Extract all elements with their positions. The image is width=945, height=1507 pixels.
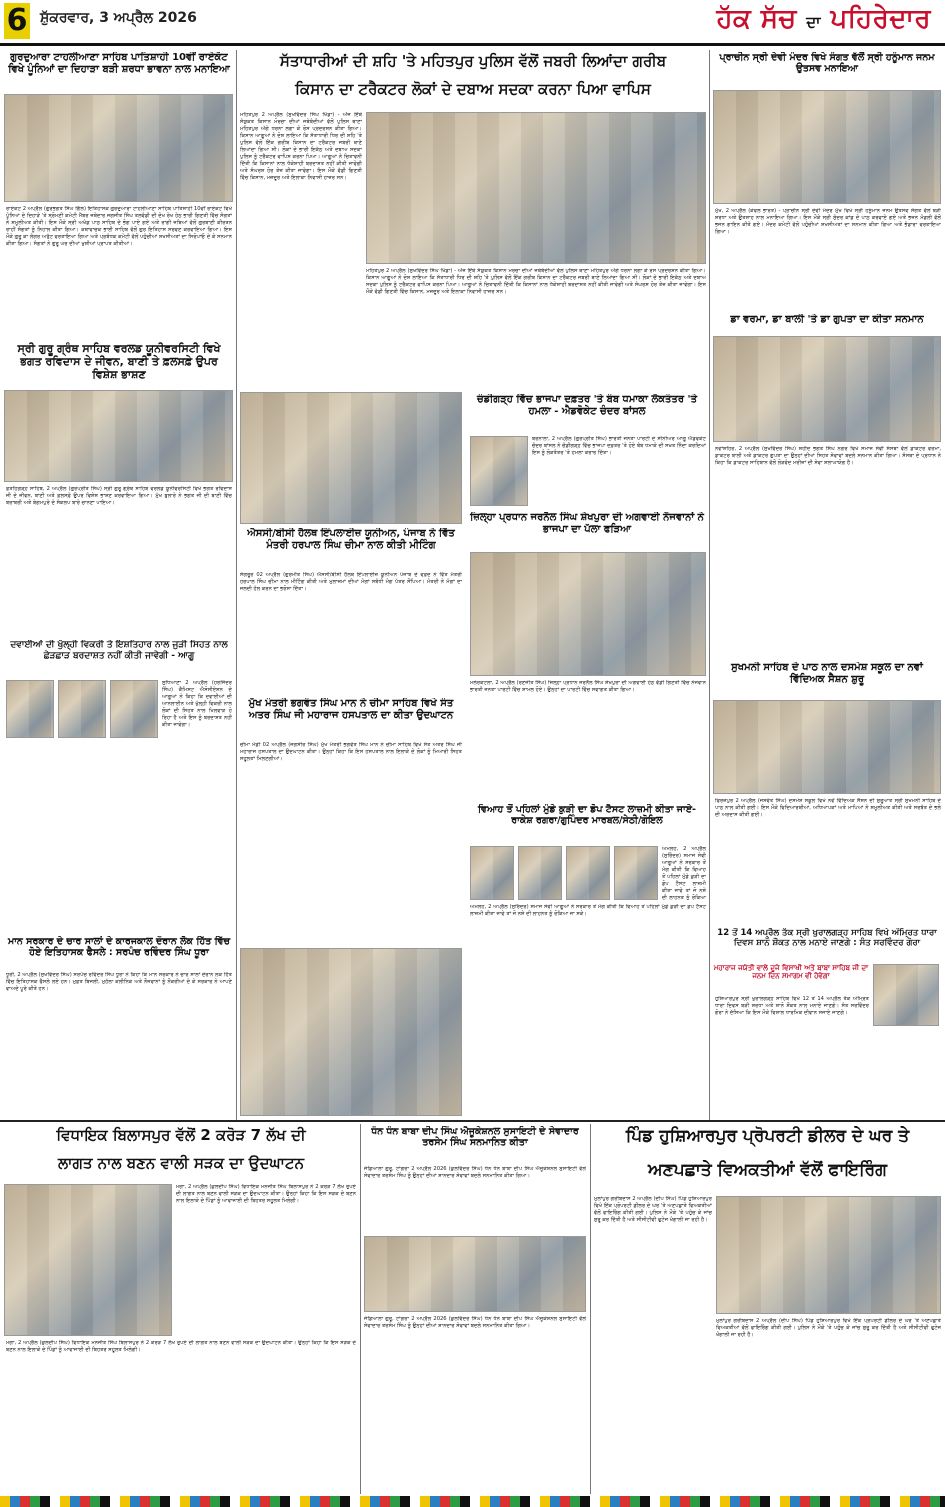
column-divider	[360, 1124, 361, 1494]
headline-line2: ਕਿਸਾਨ ਦਾ ਟਰੈਕਟਰ ਲੋਕਾਂ ਦੇ ਦਬਾਅ ਸਦਕਾ ਕਰਨਾ ਪਿਆ ਵਾਪਿਸ	[295, 80, 651, 98]
headline-line1: ਸੱਤਾਧਾਰੀਆਂ ਦੀ ਸ਼ਹਿ 'ਤੇ ਮਹਿਤਪੁਰ ਪੁਲਿਸ ਵੱਲੋਂ ਜਬਰੀ ਲਿਆਂਦਾ ਗਰੀਬ	[279, 52, 667, 70]
article-body: ਨਵਾਂਸ਼ਹਿਰ, 2 ਅਪ੍ਰੈਲ (ਸੁਖਵਿੰਦਰ ਸਿੰਘ) ਸ਼ਹੀਦ ਭਗਤ ਸਿੰਘ ਨਗਰ ਵਿਖੇ ਸਮਾਜ ਸੇਵੀ ਸੰਸਥਾ ਵੱਲੋਂ ਡਾਕਟਰ ਵਰਮਾ, ਡਾਕਟਰ ਬਾਲੀ ਅਤੇ ਡਾਕਟਰ ਗੁਪਤਾ ਦਾ ਉਨ੍ਹਾਂ ਦੀਆਂ ਸਿਹਤ ਸੇਵਾਵਾਂ ਬਦਲੇ ਸਨਮਾਨ ਕੀਤਾ ਗਿਆ। ਸੰਸਥਾ ਦੇ ਪ੍ਰਧਾਨ ਨੇ ਕਿਹਾ ਕਿ ਡਾਕਟਰ ਸਾਹਿਬਾਨ ਵੱਲੋਂ ਲੋੜਵੰਦ ਮਰੀਜ਼ਾਂ ਦੀ ਸੇਵਾ ਸ਼ਲਾਘਾਯੋਗ ਹੈ।	[715, 446, 941, 466]
article-photo	[713, 90, 941, 204]
article-body: ਫ਼ਤਹਿਗੜ੍ਹ ਸਾਹਿਬ, 2 ਅਪ੍ਰੈਲ (ਗੁਰਪ੍ਰੀਤ ਸਿੰਘ) ਸ੍ਰੀ ਗੁਰੂ ਗ੍ਰੰਥ ਸਾਹਿਬ ਵਰਲਡ ਯੂਨੀਵਰਸਿਟੀ ਵਿਖੇ ਭਗਤ ਰਵਿਦਾਸ ਜੀ ਦੇ ਜੀਵਨ, ਬਾਣੀ ਅਤੇ ਫ਼ਲਸਫ਼ੇ ਉਪਰ ਵਿਸ਼ੇਸ਼ ਭਾਸ਼ਣ ਕਰਵਾਇਆ ਗਿਆ। ਮੁੱਖ ਬੁਲਾਰੇ ਨੇ ਭਗਤ ਜੀ ਦੀ ਬਾਣੀ ਵਿੱਚ ਬਰਾਬਰੀ ਅਤੇ ਬੇਗਮਪੁਰੇ ਦੇ ਸੰਕਲਪ ਬਾਰੇ ਚਾਨਣਾ ਪਾਇਆ।	[6, 486, 232, 506]
article-photo	[4, 390, 233, 482]
headline: ਡਾ ਵਰਮਾ, ਡਾ ਬਾਲੀ 'ਤੇ ਡਾ ਗੁਪਤਾ ਦਾ ਕੀਤਾ ਸਨਮਾਨ	[730, 314, 924, 325]
article-photo	[364, 1236, 586, 1312]
headline: 12 ਤੋਂ 14 ਅਪ੍ਰੈਲ ਤੱਕ ਸ੍ਰੀ ਖੁਰਾਲਗੜ੍ਹ ਸਾਹਿਬ ਵਿਖੇ ਅੰਮ੍ਰਿਤ ਧਾਰਾ ਦਿਵਸ ਸ਼ਾਨੋ ਸ਼ੌਕਤ ਨਾਲ ਮਨਾਏ ਜਾਣਗੇ : ਸੰਤ ਸਰਵਿੰਦਰ ਗੋਰਾ	[717, 928, 937, 949]
article-photo	[4, 1184, 172, 1336]
masthead-rule	[0, 43, 945, 46]
headline: ਧੰਨ ਧੰਨ ਬਾਬਾ ਦੀਪ ਸਿੰਘ ਐਜੂਕੇਸ਼ਨਲ ਸੁਸਾਇਟੀ ਦੇ ਸੇਵਾਦਾਰ ਤਰਸੇਮ ਸਿੰਘ ਸਨਮਾਨਿਤ ਕੀਤਾ	[371, 1126, 579, 1149]
article-photo	[240, 948, 462, 1116]
headline: ਮੁੱਖ ਮੰਤਰੀ ਭਗਵੰਤ ਸਿੰਘ ਮਾਨ ਨੇ ਚੀਮਾ ਸਾਹਿਬ ਵਿਖੇ ਸੰਤ ਅਤਰ ਸਿੰਘ ਜੀ ਮਹਾਰਾਜ ਹਸਪਤਾਲ ਦਾ ਕੀਤਾ ਉਦਘਾਟਨ	[248, 698, 454, 721]
article-body-continued: ਮੁਲਾਂਪੁਰ ਗਰੀਬਦਾਸ 2 ਅਪ੍ਰੈਲ (ਦੀਪ ਸਿੰਘ) ਪਿੰਡ ਹੁਸ਼ਿਆਰਪੁਰ ਵਿਖੇ ਇੱਕ ਪ੍ਰੋਪਰਟੀ ਡੀਲਰ ਦੇ ਘਰ 'ਤੇ ਅਣਪਛਾਤੇ ਵਿਅਕਤੀਆਂ ਵੱਲੋਂ ਫਾਇਰਿੰਗ ਕੀਤੀ ਗਈ। ਪੁਲਿਸ ਨੇ ਮੌਕੇ 'ਤੇ ਪਹੁੰਚ ਕੇ ਜਾਂਚ ਸ਼ੁਰੂ ਕਰ ਦਿੱਤੀ ਹੈ ਅਤੇ ਸੀਸੀਟੀਵੀ ਫੁਟੇਜ ਖੰਗਾਲੀ ਜਾ ਰਹੀ ਹੈ।	[716, 1318, 941, 1338]
article-body: ਅਮਲੋਹ, 2 ਅਪ੍ਰੈਲ (ਸੁਰਿੰਦਰ) ਸਮਾਜ ਸੇਵੀ ਆਗੂਆਂ ਨੇ ਸਰਕਾਰ ਤੋਂ ਮੰਗ ਕੀਤੀ ਕਿ ਵਿਆਹ ਤੋਂ ਪਹਿਲਾਂ ਮੁੰਡੇ ਕੁੜੀ ਦਾ ਡੋਪ ਟੈਸਟ ਲਾਜ਼ਮੀ ਕੀਤਾ ਜਾਵੇ ਤਾਂ ਜੋ ਨਸ਼ੇ ਦੀ ਲਾਹਨਤ ਨੂੰ ਰੋਕਿਆ	[662, 846, 706, 900]
newspaper-logo	[717, 4, 931, 35]
headline: ਪ੍ਰਾਚੀਨ ਸ੍ਰੀ ਦੇਵੀ ਮੰਦਰ ਵਿਖੇ ਸੰਗਤ ਵੱਲੋਂ ਸ੍ਰੀ ਹਨੂੰਮਾਨ ਜਨਮ ਉਤਸਵ ਮਨਾਇਆ	[719, 52, 935, 75]
column-divider	[590, 1124, 591, 1494]
headline-line1: ਪਿੰਡ ਹੁਸ਼ਿਆਰਪੁਰ ਪ੍ਰੋਪਰਟੀ ਡੀਲਰ ਦੇ ਘਰ ਤੇ	[625, 1126, 910, 1146]
article-photo	[713, 700, 941, 794]
headline: ਮਾਨ ਸਰਕਾਰ ਦੇ ਚਾਰ ਸਾਲਾਂ ਦੇ ਕਾਰਜਕਾਲ ਦੌਰਾਨ ਲੋਕ ਹਿੱਤ ਵਿੱਚ ਹੋਏ ਇਤਿਹਾਸਕ ਫੈਸਲੇ : ਸਰਪੰਚ ਰਵਿੰਦਰ ਸਿੰਘ ਧੂਰਾ	[7, 936, 231, 959]
article-body: ਹੁਸ਼ਿਆਰਪੁਰ ਸ੍ਰੀ ਖੁਰਾਲਗੜ੍ਹ ਸਾਹਿਬ ਵਿਖੇ 12 ਤੋਂ 14 ਅਪ੍ਰੈਲ ਤੱਕ ਅੰਮ੍ਰਿਤ ਧਾਰਾ ਦਿਵਸ ਬੜੀ ਸ਼ਰਧਾ ਅਤੇ ਸ਼ਾਨੋ ਸ਼ੌਕਤ ਨਾਲ ਮਨਾਏ ਜਾਣਗੇ। ਸੰਤ ਸਰਵਿੰਦਰ ਗੋਰਾ ਨੇ ਦੱਸਿਆ ਕਿ ਇਸ ਮੌਕੇ ਵਿਸ਼ਾਲ ਧਾਰਮਿਕ ਦੀਵਾਨ ਸਜਾਏ ਜਾਣਗੇ।	[715, 996, 869, 1016]
article-body-continued: ਮੋਗਾ, 2 ਅਪ੍ਰੈਲ (ਕੁਲਦੀਪ ਸਿੰਘ) ਵਿਧਾਇਕ ਮਨਜੀਤ ਸਿੰਘ ਬਿਲਾਸਪੁਰ ਨੇ 2 ਕਰੋੜ 7 ਲੱਖ ਰੁਪਏ ਦੀ ਲਾਗਤ ਨਾਲ ਬਣਨ ਵਾਲੀ ਸੜਕ ਦਾ ਉਦਘਾਟਨ ਕੀਤਾ। ਉਨ੍ਹਾਂ ਕਿਹਾ ਕਿ ਇਸ ਸੜਕ ਦੇ ਬਣਨ ਨਾਲ ਇਲਾਕੇ ਦੇ ਪਿੰਡਾਂ ਨੂੰ ਆਵਾਜਾਈ ਦੀ ਬਿਹਤਰ ਸਹੂਲਤ ਮਿਲੇਗੀ।	[6, 1340, 356, 1353]
article-body: ਲੁਧਿਆਣਾ 2 ਅਪ੍ਰੈਲ (ਹਰਜਿੰਦਰ ਸਿੰਘ) ਕੈਮਿਸਟ ਐਸੋਸੀਏਸ਼ਨ ਦੇ ਆਗੂਆਂ ਨੇ ਕਿਹਾ ਕਿ ਦਵਾਈਆਂ ਦੀ ਆਨਲਾਈਨ ਅਤੇ ਖੁੱਲ੍ਹੀ ਵਿਕਰੀ ਨਾਲ ਲੋਕਾਂ ਦੀ ਸਿਹਤ ਨਾਲ ਖਿਲਵਾੜ ਹੋ ਰਿਹਾ ਹੈ ਅਤੇ ਇਸ ਨੂੰ ਬਰਦਾਸ਼ਤ ਨਹੀਂ ਕੀਤਾ ਜਾਵੇਗਾ।	[162, 680, 232, 728]
article-photo	[4, 94, 233, 202]
article-body: ਜੰਡਿਆਲਾ ਗੁਰੂ, ਟਾਂਗਰਾ 2 ਅਪ੍ਰੈਲ 2026 (ਕੁਲਵਿੰਦਰ ਸਿੰਘ) ਧੰਨ ਧੰਨ ਬਾਬਾ ਦੀਪ ਸਿੰਘ ਐਜੂਕੇਸ਼ਨਲ ਸੁਸਾਇਟੀ ਵੱਲੋਂ ਸੇਵਾਦਾਰ ਤਰਸੇਮ ਸਿੰਘ ਨੂੰ ਉਨ੍ਹਾਂ ਦੀਆਂ ਸ਼ਾਨਦਾਰ ਸੇਵਾਵਾਂ ਬਦਲੇ ਸਨਮਾਨਿਤ ਕੀਤਾ ਗਿਆ।	[364, 1166, 586, 1179]
headline: ਐਸਸੀ/ਬੀਸੀ ਹੈਲਥ ਇੰਪਲਾਈਜ਼ ਯੂਨੀਅਨ, ਪੰਜਾਬ ਨੇ ਵਿੱਤ ਮੰਤਰੀ ਹਰਪਾਲ ਸਿੰਘ ਚੀਮਾ ਨਾਲ ਕੀਤੀ ਮੀਟਿੰਗ	[247, 528, 455, 551]
headline-line2: ਅਣਪਛਾਤੇ ਵਿਅਕਤੀਆਂ ਵੱਲੋਂ ਫਾਇਰਿੰਗ	[648, 1160, 887, 1180]
issue-date: ਸ਼ੁੱਕਰਵਾਰ, 3 ਅਪ੍ਰੈਲ 2026	[40, 10, 197, 26]
article-body-continued: ਮਹਿਤਪੁਰ 2 ਅਪ੍ਰੈਲ (ਸੁਖਵਿੰਦਰ ਸਿੰਘ ਖਿੰਡਾ) - ਅੱਜ ਇੱਥੇ ਸੰਯੁਕਤ ਕਿਸਾਨ ਮੋਰਚਾ ਦੀਆਂ ਜਥੇਬੰਦੀਆਂ ਵੱਲੋਂ ਪੁਲਿਸ ਥਾਣਾ ਮਹਿਤਪੁਰ ਅੱਗੇ ਧਰਨਾ ਲਗਾ ਕੇ ਰੋਸ ਪ੍ਰਦਰਸ਼ਨ ਕੀਤਾ ਗਿਆ। ਕਿਸਾਨ ਆਗੂਆਂ ਨੇ ਦੋਸ਼ ਲਾਇਆ ਕਿ ਸੱਤਾਧਾਰੀ ਧਿਰ ਦੀ ਸ਼ਹਿ 'ਤੇ ਪੁਲਿਸ ਵੱਲੋਂ ਇੱਕ ਗਰੀਬ ਕਿਸਾਨ ਦਾ ਟਰੈਕਟਰ ਜਬਰੀ ਥਾਣੇ ਲਿਆਂਦਾ ਗਿਆ ਸੀ। ਲੋਕਾਂ ਦੇ ਭਾਰੀ ਇਕੱਠ ਅਤੇ ਦਬਾਅ ਸਦਕਾ ਪੁਲਿਸ ਨੂੰ ਟਰੈਕਟਰ ਵਾਪਿਸ ਕਰਨਾ ਪਿਆ। ਆਗੂਆਂ ਨੇ ਚਿਤਾਵਨੀ ਦਿੱਤੀ ਕਿ ਕਿਸਾਨਾਂ ਨਾਲ ਧੱਕੇਸ਼ਾਹੀ ਬਰਦਾਸ਼ਤ ਨਹੀਂ ਕੀਤੀ ਜਾਵੇਗੀ ਅਤੇ ਸੰਘਰਸ਼ ਹੋਰ ਤੇਜ਼ ਕੀਤਾ ਜਾਵੇਗਾ। ਇਸ ਮੌਕੇ ਵੱਡੀ ਗਿਣਤੀ ਵਿੱਚ ਕਿਸਾਨ, ਮਜ਼ਦੂਰ ਅਤੇ ਇਲਾਕਾ ਨਿਵਾਸੀ ਹਾਜ਼ਰ ਸਨ।	[366, 268, 706, 295]
article-photo	[366, 112, 706, 264]
author-photo	[873, 964, 939, 1026]
headline: ਜ਼ਿਲ੍ਹਾ ਪ੍ਰਧਾਨ ਜਰਨੈਲ ਸਿੰਘ ਸ਼ੇਖਪੁਰਾ ਦੀ ਅਗਵਾਈ ਨੌਜਵਾਨਾਂ ਨੇ ਭਾਜਪਾ ਦਾ ਪੱਲਾ ਫੜਿਆ	[470, 512, 704, 535]
author-photo	[566, 846, 610, 900]
author-photo	[614, 846, 658, 900]
headline-line1: ਵਿਧਾਇਕ ਬਿਲਾਸਪੁਰ ਵੱਲੋਂ 2 ਕਰੋੜ 7 ਲੱਖ ਦੀ	[56, 1126, 306, 1144]
author-photo	[470, 846, 514, 900]
article-body: ਮਲੇਰਕੋਟਲਾ, 2 ਅਪ੍ਰੈਲ (ਰਣਜੀਤ ਸਿੰਘ) ਜ਼ਿਲ੍ਹਾ ਪ੍ਰਧਾਨ ਜਰਨੈਲ ਸਿੰਘ ਸ਼ੇਖਪੁਰਾ ਦੀ ਅਗਵਾਈ ਹੇਠ ਵੱਡੀ ਗਿਣਤੀ ਵਿੱਚ ਨੌਜਵਾਨ ਭਾਰਤੀ ਜਨਤਾ ਪਾਰਟੀ ਵਿੱਚ ਸ਼ਾਮਲ ਹੋਏ। ਉਨ੍ਹਾਂ ਦਾ ਪਾਰਟੀ ਵਿੱਚ ਸਵਾਗਤ ਕੀਤਾ ਗਿਆ।	[470, 680, 706, 693]
article-body: ਚੀਮਾ ਮੰਡੀ 02 ਅਪ੍ਰੈਲ (ਜਗਸੀਰ ਸਿੰਘ) ਮੁੱਖ ਮੰਤਰੀ ਭਗਵੰਤ ਸਿੰਘ ਮਾਨ ਨੇ ਚੀਮਾ ਸਾਹਿਬ ਵਿਖੇ ਸੰਤ ਅਤਰ ਸਿੰਘ ਜੀ ਮਹਾਰਾਜ ਹਸਪਤਾਲ ਦਾ ਉਦਘਾਟਨ ਕੀਤਾ। ਉਨ੍ਹਾਂ ਕਿਹਾ ਕਿ ਇਸ ਹਸਪਤਾਲ ਨਾਲ ਇਲਾਕੇ ਦੇ ਲੋਕਾਂ ਨੂੰ ਮਿਆਰੀ ਸਿਹਤ ਸਹੂਲਤਾਂ ਮਿਲਣਗੀਆਂ।	[240, 742, 462, 762]
color-registration-bar	[0, 1496, 945, 1507]
author-photo	[6, 680, 54, 738]
article-body: ਬਰਨਾਲਾ, 2 ਅਪ੍ਰੈਲ (ਗੁਰਪ੍ਰੀਤ ਸਿੰਘ) ਭਾਰਤੀ ਜਨਤਾ ਪਾਰਟੀ ਦੇ ਸੀਨੀਅਰ ਆਗੂ ਐਡਵੋਕੇਟ ਚੰਦਰ ਬਾਂਸਲ ਨੇ ਚੰਡੀਗੜ੍ਹ ਵਿੱਚ ਭਾਜਪਾ ਦਫ਼ਤਰ 'ਤੇ ਹੋਏ ਬੰਬ ਧਮਾਕੇ ਦੀ ਸਖ਼ਤ ਨਿੰਦਾ ਕਰਦਿਆਂ ਇਸ ਨੂੰ ਲੋਕਤੰਤਰ 'ਤੇ ਹਮਲਾ ਕਰਾਰ ਦਿੱਤਾ।	[532, 436, 706, 456]
article-photo	[713, 336, 941, 442]
article-body: ਮਹਿਤਪੁਰ 2 ਅਪ੍ਰੈਲ (ਸੁਖਵਿੰਦਰ ਸਿੰਘ ਖਿੰਡਾ) - ਅੱਜ ਇੱਥੇ ਸੰਯੁਕਤ ਕਿਸਾਨ ਮੋਰਚਾ ਦੀਆਂ ਜਥੇਬੰਦੀਆਂ ਵੱਲੋਂ ਪੁਲਿਸ ਥਾਣਾ ਮਹਿਤਪੁਰ ਅੱਗੇ ਧਰਨਾ ਲਗਾ ਕੇ ਰੋਸ ਪ੍ਰਦਰਸ਼ਨ ਕੀਤਾ ਗਿਆ। ਕਿਸਾਨ ਆਗੂਆਂ ਨੇ ਦੋਸ਼ ਲਾਇਆ ਕਿ ਸੱਤਾਧਾਰੀ ਧਿਰ ਦੀ ਸ਼ਹਿ 'ਤੇ ਪੁਲਿਸ ਵੱਲੋਂ ਇੱਕ ਗਰੀਬ ਕਿਸਾਨ ਦਾ ਟਰੈਕਟਰ ਜਬਰੀ ਥਾਣੇ ਲਿਆਂਦਾ ਗਿਆ ਸੀ। ਲੋਕਾਂ ਦੇ ਭਾਰੀ ਇਕੱਠ ਅਤੇ ਦਬਾਅ ਸਦਕਾ ਪੁਲਿਸ ਨੂੰ ਟਰੈਕਟਰ ਵਾਪਿਸ ਕਰਨਾ ਪਿਆ। ਆਗੂਆਂ ਨੇ ਚਿਤਾਵਨੀ ਦਿੱਤੀ ਕਿ ਕਿਸਾਨਾਂ ਨਾਲ ਧੱਕੇਸ਼ਾਹੀ ਬਰਦਾਸ਼ਤ ਨਹੀਂ ਕੀਤੀ ਜਾਵੇਗੀ ਅਤੇ ਸੰਘਰਸ਼ ਹੋਰ ਤੇਜ਼ ਕੀਤਾ ਜਾਵੇਗਾ। ਇਸ ਮੌਕੇ ਵੱਡੀ ਗਿਣਤੀ ਵਿੱਚ ਕਿਸਾਨ, ਮਜ਼ਦੂਰ ਅਤੇ ਇਲਾਕਾ ਨਿਵਾਸੀ ਹਾਜ਼ਰ ਸਨ।	[240, 112, 362, 181]
article-photo	[716, 1196, 941, 1314]
article-body: ਮੋਗਾ, 2 ਅਪ੍ਰੈਲ (ਕੁਲਦੀਪ ਸਿੰਘ) ਵਿਧਾਇਕ ਮਨਜੀਤ ਸਿੰਘ ਬਿਲਾਸਪੁਰ ਨੇ 2 ਕਰੋੜ 7 ਲੱਖ ਰੁਪਏ ਦੀ ਲਾਗਤ ਨਾਲ ਬਣਨ ਵਾਲੀ ਸੜਕ ਦਾ ਉਦਘਾਟਨ ਕੀਤਾ। ਉਨ੍ਹਾਂ ਕਿਹਾ ਕਿ ਇਸ ਸੜਕ ਦੇ ਬਣਨ ਨਾਲ ਇਲਾਕੇ ਦੇ ਪਿੰਡਾਂ ਨੂੰ ਆਵਾਜਾਈ ਦੀ ਬਿਹਤਰ ਸਹੂਲਤ ਮਿਲੇਗੀ।	[176, 1184, 356, 1204]
headline: ਗੁਰਦੁਆਰਾ ਟਾਹਲੀਆਣਾ ਸਾਹਿਬ ਪਾਤਿਸ਼ਾਹੀ 10ਵੀਂ ਰਾਏਕੋਟ ਵਿਖੇ ਪੂੰਨਿਆਂ ਦਾ ਦਿਹਾੜਾ ਬੜੀ ਸ਼ਰਧਾ ਭਾਵਨਾ ਨਾਲ ਮਨਾਇਆ	[8, 52, 230, 75]
column-divider	[236, 50, 237, 1120]
article-photo	[240, 392, 462, 524]
headline: ਦਵਾਈਆਂ ਦੀ ਖੁੱਲ੍ਹੀ ਵਿਕਰੀ ਤੇ ਇਸ਼ਤਿਹਾਰ ਨਾਲ ਜੁੜੀ ਸਿਹਤ ਨਾਲ ਛੇੜਛਾੜ ਬਰਦਾਸ਼ਤ ਨਹੀਂ ਕੀਤੀ ਜਾਵੇਗੀ - ਆਗੂ	[10, 640, 228, 661]
article-body: ਸੰਗਰੂਰ 02 ਅਪ੍ਰੈਲ (ਗੁਰਮੀਤ ਸਿੰਘ) ਐਸਸੀ/ਬੀਸੀ ਹੈਲਥ ਇੰਪਲਾਈਜ਼ ਯੂਨੀਅਨ ਪੰਜਾਬ ਦੇ ਵਫ਼ਦ ਨੇ ਵਿੱਤ ਮੰਤਰੀ ਹਰਪਾਲ ਸਿੰਘ ਚੀਮਾ ਨਾਲ ਮੀਟਿੰਗ ਕੀਤੀ ਅਤੇ ਮੁਲਾਜ਼ਮਾਂ ਦੀਆਂ ਮੰਗਾਂ ਸਬੰਧੀ ਮੰਗ ਪੱਤਰ ਸੌਂਪਿਆ। ਮੰਤਰੀ ਨੇ ਮੰਗਾਂ ਦਾ ਜਲਦੀ ਹੱਲ ਕਰਨ ਦਾ ਭਰੋਸਾ ਦਿੱਤਾ।	[240, 572, 462, 592]
headline: ਵਿਆਹ ਤੋਂ ਪਹਿਲਾਂ ਮੁੰਡੇ ਕੁੜੀ ਦਾ ਡੋਪ ਟੈਸਟ ਲਾਜ਼ਮੀ ਕੀਤਾ ਜਾਏ-ਰਾਕੇਸ਼ ਰਗਰਾ/ਗੁਪਿੰਦਰ ਮਾਰਬਲ/ਸੇਠੀ/ਗੋਇਲ	[477, 804, 696, 827]
brand-part1: ਹੱਕ ਸੱਚ	[716, 4, 797, 34]
headline: ਸ੍ਰੀ ਗੁਰੂ ਗ੍ਰੰਥ ਸਾਹਿਬ ਵਰਲਡ ਯੂਨੀਵਰਸਿਟੀ ਵਿਖੇ ਭਗਤ ਰਵਿਦਾਸ ਦੇ ਜੀਵਨ, ਬਾਣੀ ਤੇ ਫ਼ਲਸਫ਼ੇ ਉਪਰ ਵਿਸ਼ੇਸ਼ ਭਾਸ਼ਣ	[17, 342, 221, 382]
author-photo	[470, 436, 528, 506]
article-body-continued: ਜੰਡਿਆਲਾ ਗੁਰੂ, ਟਾਂਗਰਾ 2 ਅਪ੍ਰੈਲ 2026 (ਕੁਲਵਿੰਦਰ ਸਿੰਘ) ਧੰਨ ਧੰਨ ਬਾਬਾ ਦੀਪ ਸਿੰਘ ਐਜੂਕੇਸ਼ਨਲ ਸੁਸਾਇਟੀ ਵੱਲੋਂ ਸੇਵਾਦਾਰ ਤਰਸੇਮ ਸਿੰਘ ਨੂੰ ਉਨ੍ਹਾਂ ਦੀਆਂ ਸ਼ਾਨਦਾਰ ਸੇਵਾਵਾਂ ਬਦਲੇ ਸਨਮਾਨਿਤ ਕੀਤਾ ਗਿਆ।	[364, 1316, 586, 1329]
page-number: 6	[4, 3, 30, 39]
brand-part3: ਪਹਿਰੇਦਾਰ	[830, 4, 931, 34]
headline-line2: ਲਾਗਤ ਨਾਲ ਬਣਨ ਵਾਲੀ ਸੜਕ ਦਾ ਉਦਘਾਟਨ	[58, 1154, 304, 1172]
article-body-continued: ਅਮਲੋਹ, 2 ਅਪ੍ਰੈਲ (ਸੁਰਿੰਦਰ) ਸਮਾਜ ਸੇਵੀ ਆਗੂਆਂ ਨੇ ਸਰਕਾਰ ਤੋਂ ਮੰਗ ਕੀਤੀ ਕਿ ਵਿਆਹ ਤੋਂ ਪਹਿਲਾਂ ਮੁੰਡੇ ਕੁੜੀ ਦਾ ਡੋਪ ਟੈਸਟ ਲਾਜ਼ਮੀ ਕੀਤਾ ਜਾਵੇ ਤਾਂ ਜੋ ਨਸ਼ੇ ਦੀ ਲਾਹਨਤ ਨੂੰ ਰੋਕਿਆ ਜਾ ਸਕੇ।	[470, 904, 706, 917]
article-body: ਧੂਰੀ, 2 ਅਪ੍ਰੈਲ (ਸੁਖਵਿੰਦਰ ਸਿੰਘ) ਸਰਪੰਚ ਰਵਿੰਦਰ ਸਿੰਘ ਧੂਰਾ ਨੇ ਕਿਹਾ ਕਿ ਮਾਨ ਸਰਕਾਰ ਨੇ ਚਾਰ ਸਾਲਾਂ ਦੌਰਾਨ ਲੋਕ ਹਿੱਤ ਵਿੱਚ ਇਤਿਹਾਸਕ ਫੈਸਲੇ ਲਏ ਹਨ। ਮੁਫ਼ਤ ਬਿਜਲੀ, ਮੁਹੱਲਾ ਕਲੀਨਿਕ ਅਤੇ ਨੌਜਵਾਨਾਂ ਨੂੰ ਨੌਕਰੀਆਂ ਦੇ ਕੇ ਸਰਕਾਰ ਨੇ ਆਪਣੇ ਵਾਅਦੇ ਪੂਰੇ ਕੀਤੇ ਹਨ।	[6, 972, 232, 992]
author-photo	[518, 846, 562, 900]
section-rule	[0, 1120, 945, 1122]
author-photo	[58, 680, 106, 738]
article-body: ਮੁਲਾਂਪੁਰ ਗਰੀਬਦਾਸ 2 ਅਪ੍ਰੈਲ (ਦੀਪ ਸਿੰਘ) ਪਿੰਡ ਹੁਸ਼ਿਆਰਪੁਰ ਵਿਖੇ ਇੱਕ ਪ੍ਰੋਪਰਟੀ ਡੀਲਰ ਦੇ ਘਰ 'ਤੇ ਅਣਪਛਾਤੇ ਵਿਅਕਤੀਆਂ ਵੱਲੋਂ ਫਾਇਰਿੰਗ ਕੀਤੀ ਗਈ। ਪੁਲਿਸ ਨੇ ਮੌਕੇ 'ਤੇ ਪਹੁੰਚ ਕੇ ਜਾਂਚ ਸ਼ੁਰੂ ਕਰ ਦਿੱਤੀ ਹੈ ਅਤੇ ਸੀਸੀਟੀਵੀ ਫੁਟੇਜ ਖੰਗਾਲੀ ਜਾ ਰਹੀ ਹੈ।	[594, 1196, 712, 1223]
column-divider	[709, 50, 710, 1120]
headline: ਚੰਡੀਗੜ੍ਹ ਵਿੱਚ ਭਾਜਪਾ ਦਫ਼ਤਰ 'ਤੇ ਬੰਬ ਧਮਾਕਾ ਲੋਕਤੰਤਰ 'ਤੇ ਹਮਲਾ - ਐਡਵੋਕੇਟ ਚੰਦਰ ਬਾਂਸਲ	[477, 394, 697, 417]
headline: ਸੁਖਮਨੀ ਸਾਹਿਬ ਦੇ ਪਾਠ ਨਾਲ ਦਸਮੇਸ਼ ਸਕੂਲ ਦਾ ਨਵਾਂ ਵਿੱਦਿਅਕ ਸੈਸ਼ਨ ਸ਼ੁਰੂ	[731, 662, 923, 685]
article-body: ਰਾਏਕੋਟ 2 ਅਪ੍ਰੈਲ (ਗੁਰਭਗਤ ਸਿੰਘ ਗਿੱਲ) ਇਤਿਹਾਸਕ ਗੁਰਦੁਆਰਾ ਟਾਹਲੀਆਣਾ ਸਾਹਿਬ ਪਾਤਿਸ਼ਾਹੀ 10ਵੀਂ ਰਾਏਕੋਟ ਵਿਖੇ ਪੂੰਨਿਆਂ ਦੇ ਦਿਹਾੜੇ 'ਤੇ ਸ੍ਰੋਮਣੀ ਕਮੇਟੀ ਮੈਂਬਰ ਜਥੇਦਾਰ ਜਗਜੀਤ ਸਿੰਘ ਤਲਵੰਡੀ ਦੀ ਦੇਖ ਰੇਖ ਹੇਠ ਭਾਰੀ ਗਿਣਤੀ ਵਿੱਚ ਸੰਗਤਾਂ ਨੇ ਸ਼ਮੂਲੀਅਤ ਕੀਤੀ। ਇਸ ਮੌਕੇ ਸ੍ਰੀ ਅਖੰਡ ਪਾਠ ਸਾਹਿਬ ਦੇ ਭੋਗ ਪਾਏ ਗਏ ਅਤੇ ਰਾਗੀ ਜਥਿਆਂ ਵੱਲੋਂ ਗੁਰਬਾਣੀ ਕੀਰਤਨ ਰਾਹੀਂ ਸੰਗਤਾਂ ਨੂੰ ਨਿਹਾਲ ਕੀਤਾ ਗਿਆ। ਕਥਾਵਾਚਕ ਭਾਈ ਸਾਹਿਬ ਵੱਲੋਂ ਗੁਰ ਇਤਿਹਾਸ ਸਰਵਣ ਕਰਵਾਇਆ ਗਿਆ। ਇਸ ਮੌਕੇ ਗੁਰੂ ਕਾ ਲੰਗਰ ਅਤੁੱਟ ਵਰਤਾਇਆ ਗਿਆ ਅਤੇ ਪ੍ਰਬੰਧਕ ਕਮੇਟੀ ਵੱਲੋਂ ਪਹੁੰਚੀਆਂ ਸ਼ਖਸੀਅਤਾਂ ਦਾ ਸਿਰੋਪਾਓ ਦੇ ਕੇ ਸਨਮਾਨ ਕੀਤਾ ਗਿਆ। ਸੰਗਤਾਂ ਨੇ ਗੁਰੂ ਘਰ ਦੀਆਂ ਖੁਸ਼ੀਆਂ ਪ੍ਰਾਪਤ ਕੀਤੀਆਂ।	[6, 206, 232, 247]
brand-part2: ਦਾ	[806, 13, 821, 31]
author-photo	[110, 680, 158, 738]
article-body: ਮੁੱਖ, 2 ਅਪ੍ਰੈਲ (ਕੇਵਲ ਭਾਰਤ) - ਪ੍ਰਾਚੀਨ ਸ੍ਰੀ ਦੇਵੀ ਮੰਦਰ ਮੁੱਖ ਵਿਖੇ ਸ੍ਰੀ ਹਨੂੰਮਾਨ ਜਨਮ ਉਤਸਵ ਸੰਗਤ ਵੱਲੋਂ ਬੜੀ ਸ਼ਰਧਾ ਅਤੇ ਉਤਸ਼ਾਹ ਨਾਲ ਮਨਾਇਆ ਗਿਆ। ਇਸ ਮੌਕੇ ਸ੍ਰੀ ਸੁੰਦਰ ਕਾਂਡ ਦੇ ਪਾਠ ਕਰਵਾਏ ਗਏ ਅਤੇ ਭਜਨ ਮੰਡਲੀ ਵੱਲੋਂ ਭਜਨ ਗਾਇਨ ਕੀਤੇ ਗਏ। ਮੰਦਰ ਕਮੇਟੀ ਵੱਲੋਂ ਪਹੁੰਚੀਆਂ ਸ਼ਖਸੀਅਤਾਂ ਦਾ ਸਨਮਾਨ ਕੀਤਾ ਗਿਆ ਅਤੇ ਭੰਡਾਰਾ ਵਰਤਾਇਆ ਗਿਆ।	[715, 208, 941, 235]
subheadline: ਮਹਾਰਾਜ ਜਯੰਤੀ ਵਾਲੇ ਦੂਜੇ ਵਿਸਾਖੀ ਅਤੇ ਬਾਬਾ ਸਾਹਿਬ ਜੀ ਦਾ ਜਨਮ ਦਿਨ ਸਮਾਗਮ ਵੀ ਹੋਵੇਗਾ	[713, 964, 869, 981]
article-body: ਫਿਰੋਜ਼ਪੁਰ 2 ਅਪ੍ਰੈਲ (ਜਸਵੰਤ ਸਿੰਘ) ਦਸਮੇਸ਼ ਸਕੂਲ ਵਿਖੇ ਨਵੇਂ ਵਿੱਦਿਅਕ ਸੈਸ਼ਨ ਦੀ ਸ਼ੁਰੂਆਤ ਸ੍ਰੀ ਸੁਖਮਨੀ ਸਾਹਿਬ ਦੇ ਪਾਠ ਨਾਲ ਕੀਤੀ ਗਈ। ਇਸ ਮੌਕੇ ਵਿਦਿਆਰਥੀਆਂ, ਅਧਿਆਪਕਾਂ ਅਤੇ ਮਾਪਿਆਂ ਨੇ ਸ਼ਮੂਲੀਅਤ ਕੀਤੀ ਅਤੇ ਸਰਬੱਤ ਦੇ ਭਲੇ ਦੀ ਅਰਦਾਸ ਕੀਤੀ ਗਈ।	[715, 798, 941, 818]
article-photo	[470, 552, 706, 676]
